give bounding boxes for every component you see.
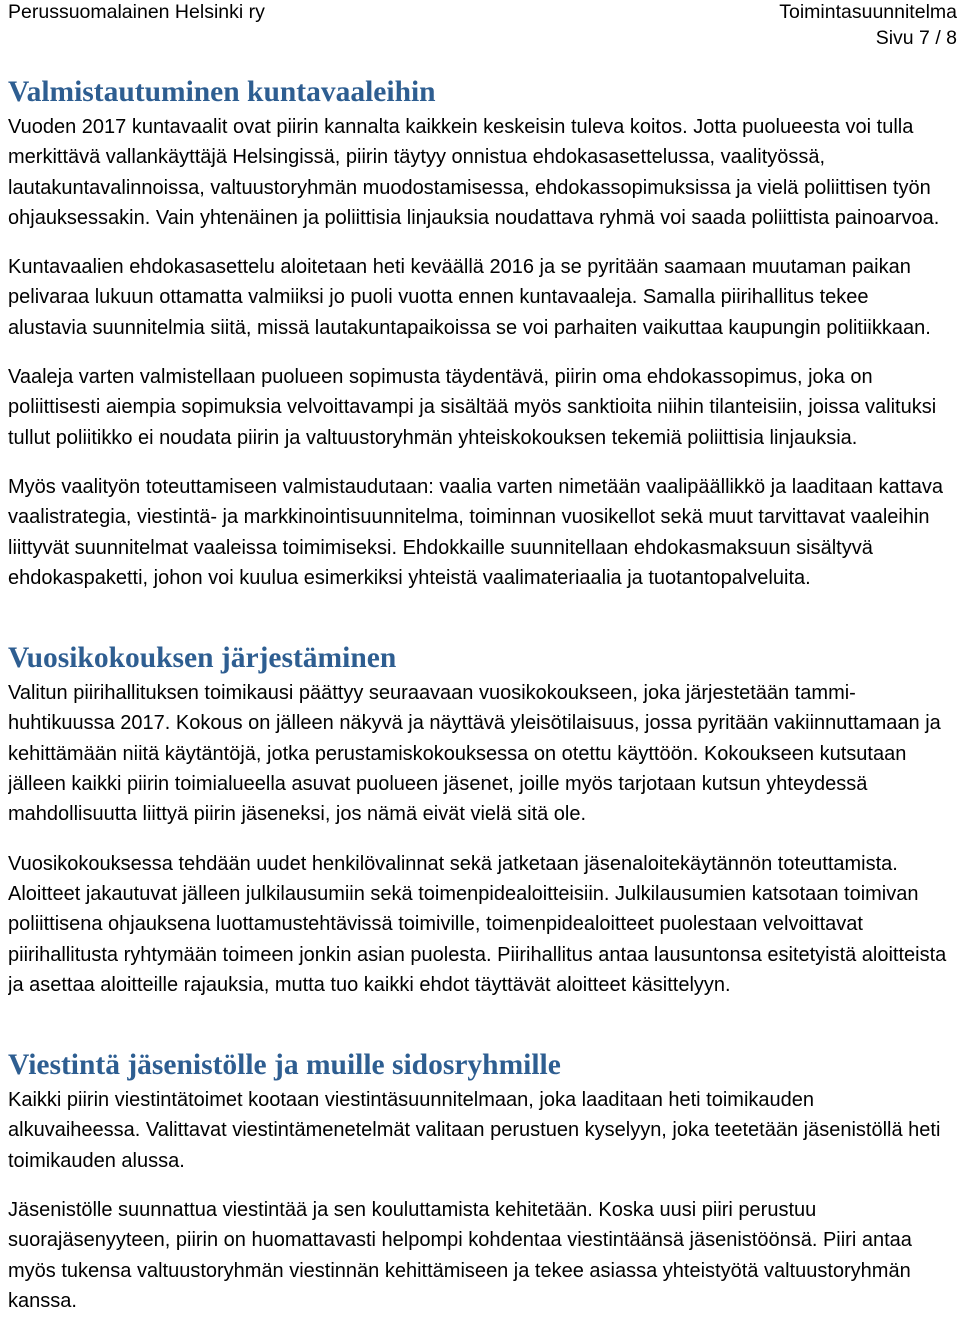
section-heading: Vuosikokouksen järjestäminen bbox=[8, 642, 397, 675]
paragraph bbox=[8, 252, 955, 343]
text-line: poliittisesti aiempia sopimuksia velvoittavampi ja sisältää myös sanktioita niihin tilanteisiin, joissa valituksi bbox=[8, 396, 937, 419]
organization-name: Perussuomalainen Helsinki ry bbox=[8, 1, 265, 23]
paragraph bbox=[8, 678, 955, 829]
text-line: alustavia suunnitelmia siitä, missä lautakuntapaikoissa se voi parhaiten vaikuttaa kaupungin politiikkaan. bbox=[8, 316, 931, 339]
text-line: jälleen kaikki piirin toimialueella asuvat puolueen jäsenet, joille myös tarjotaan kutsun yhteydessä bbox=[8, 773, 868, 796]
paragraph bbox=[8, 112, 955, 233]
text-line: poliittisena ohjauksena luottamustehtävissä toimiville, toimenpidealoitteet puolestaan velvoittavat bbox=[8, 913, 863, 936]
page-header bbox=[8, 0, 957, 50]
text-line: kehittämään niitä käytäntöjä, jotka perustamiskokouksessa on otettu käyttöön. Kokoukseen kutsutaan bbox=[8, 742, 907, 765]
text-line: pelivaraa lukuun ottamatta valmiiksi jo puoli vuotta ennen kuntavaaleja. Samalla piirihallitus tekee bbox=[8, 286, 869, 309]
text-line: Kaikki piirin viestintätoimet kootaan viestintäsuunnitelmaan, joka laaditaan heti toimikauden bbox=[8, 1089, 815, 1112]
text-line: myös tukensa valtuustoryhmän viestinnän kehittämiseen ja tekee asiassa yhteistyötä valtuustoryhmän bbox=[8, 1259, 911, 1282]
text-line: Kuntavaalien ehdokasasettelu aloitetaan heti keväällä 2016 ja se pyritään saamaan muutaman paikan bbox=[8, 256, 911, 279]
text-line: mahdollisuutta liittyä piirin jäseneksi, jos nämä eivät vielä sitä ole. bbox=[8, 803, 587, 826]
header-page-row bbox=[8, 26, 957, 50]
page-number: Sivu 7 / 8 bbox=[875, 27, 957, 49]
text-line: Valitun piirihallituksen toimikausi päättyy seuraavaan vuosikokoukseen, joka järjestetään tammi- bbox=[8, 682, 856, 705]
paragraph bbox=[8, 1195, 955, 1316]
text-line: suorajäsenyyteen, piirin on huomattavasti helpompi kohdentaa viestintäänsä jäsenistöönsä. Piiri antaa bbox=[8, 1229, 912, 1252]
text-line: lautakuntavalinnoissa, valtuustoryhmän muodostamisessa, ehdokassopimuksissa ja vielä poliittisen työn bbox=[8, 176, 931, 199]
section-heading: Valmistautuminen kuntavaaleihin bbox=[8, 76, 436, 108]
section-kuntavaalit bbox=[8, 74, 955, 593]
text-line: ja asettaa aloitteille rajauksia, mutta tuo kaikki ehdot täyttävät aloitteet käsittelyyn. bbox=[8, 973, 731, 996]
text-line: Jäsenistölle suunnattua viestintää ja sen kouluttamista kehitetään. Koska uusi piiri perustuu bbox=[8, 1199, 817, 1222]
paragraph bbox=[8, 849, 955, 1000]
text-line: Vuoden 2017 kuntavaalit ovat piirin kannalta kaikkein keskeisin tuleva koitos. Jotta puolueesta voi tulla bbox=[8, 116, 914, 138]
text-line: alkuvaiheessa. Valittavat viestintämenetelmät valitaan perustuen kyselyyn, joka teetetään jäsenistöllä heti bbox=[8, 1119, 941, 1142]
document-body bbox=[8, 74, 955, 1316]
document-title: Toimintasuunnitelma bbox=[779, 1, 957, 23]
paragraph bbox=[8, 1085, 955, 1176]
text-line: ohjauksessakin. Vain yhtenäinen ja poliittisia linjauksia noudattava ryhmä voi saada poliittista painoarvoa. bbox=[8, 206, 940, 229]
paragraph bbox=[8, 472, 955, 593]
text-line: vaalistrategia, viestintä- ja markkinointisuunnitelma, toiminnan vuosikellot sekä muut tarvittavat vaaleihin bbox=[8, 506, 930, 529]
text-line: tullut poliitikko ei noudata piirin ja valtuustoryhmän yhteiskokouksen tekemiä poliittisia linjauksia. bbox=[8, 426, 858, 449]
text-line: Vaaleja varten valmistellaan puolueen sopimusta täydentävä, piirin oma ehdokassopimus, joka on bbox=[8, 366, 873, 389]
text-line: Vuosikokouksessa tehdään uudet henkilövalinnat sekä jatketaan jäsenaloitekäytännön toteuttamista. bbox=[8, 852, 898, 875]
text-line: kanssa. bbox=[8, 1289, 77, 1312]
section-vuosikokous bbox=[8, 640, 955, 1000]
text-line: Aloitteet jakautuvat jälleen julkilausumiin sekä toimenpidealoitteisiin. Julkilausumien katsotaan toimivan bbox=[8, 882, 919, 905]
paragraph bbox=[8, 362, 955, 453]
text-line: huhtikuussa 2017. Kokous on jälleen näkyvä ja näyttävä yleisötilaisuus, jossa pyritään vakiinnuttamaan ja bbox=[8, 712, 941, 735]
text-line: merkittävä vallankäyttäjä Helsingissä, piirin täytyy onnistua ehdokasasettelussa, vaalityössä, bbox=[8, 146, 826, 169]
text-line: liittyvät suunnitelmat vaaleissa toimimiseksi. Ehdokkaille suunnitellaan ehdokasmaksuun sisältyvä bbox=[8, 536, 873, 559]
section-viestinta bbox=[8, 1047, 955, 1316]
text-line: piirihallitusta ryhtymään toimeen jonkin asian puolesta. Piirihallitus antaa lausuntonsa esitetyistä aloitteista bbox=[8, 943, 947, 966]
text-line: ehdokaspaketti, johon voi kuulua esimerkiksi yhteistä vaalimateriaalia ja tuotantopalveluita. bbox=[8, 566, 811, 589]
section-heading: Viestintä jäsenistölle ja muille sidosryhmille bbox=[8, 1049, 561, 1082]
text-line: toimikauden alussa. bbox=[8, 1149, 185, 1172]
header-row bbox=[8, 0, 957, 24]
text-line: Myös vaalityön toteuttamiseen valmistaudutaan: vaalia varten nimetään vaalipäällikkö ja laaditaan kattava bbox=[8, 475, 943, 498]
